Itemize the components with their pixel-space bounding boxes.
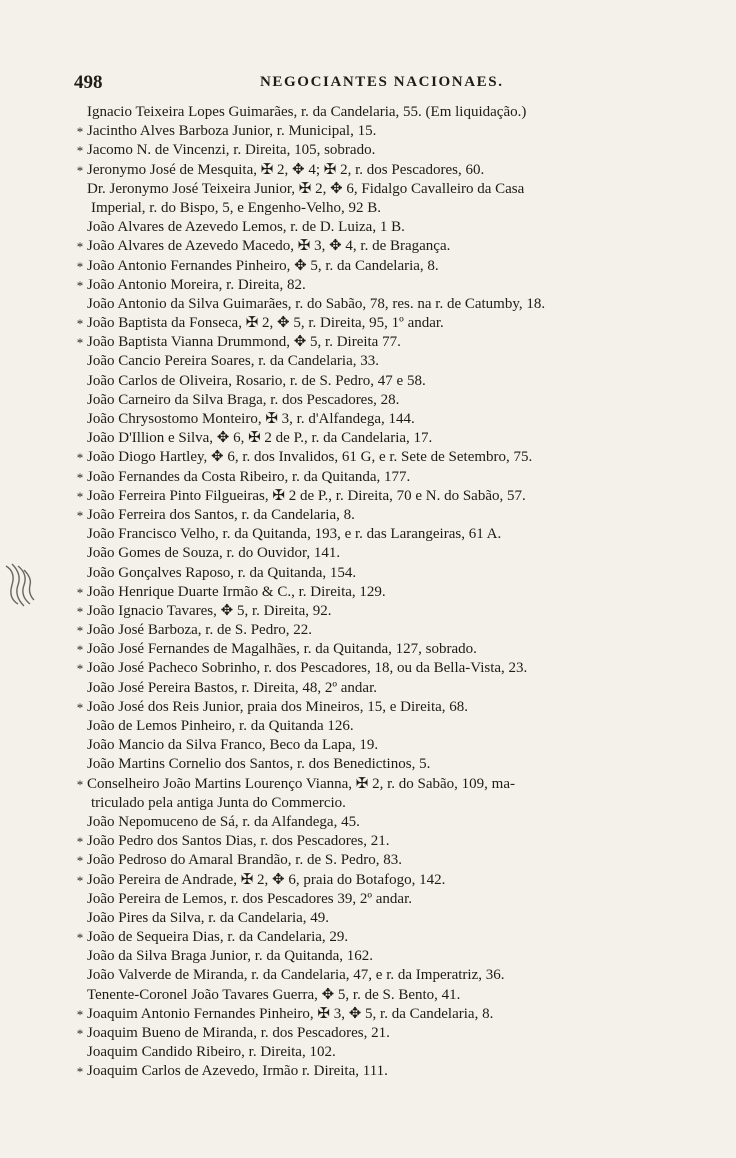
entry-line <box>73 103 725 122</box>
entry-line <box>73 468 725 487</box>
entry-text: João Carneiro da Silva Braga, r. dos Pescadores, 28. <box>87 391 400 408</box>
entry-line <box>73 890 725 909</box>
list-item <box>73 180 725 218</box>
entry-marker: * <box>76 316 84 332</box>
list-item <box>73 122 725 141</box>
entry-text: Dr. Jeronymo José Teixeira Junior, ✠ 2, ✥ 6, Fidalgo Cavalleiro da Casa <box>87 180 525 197</box>
list-item <box>73 679 725 698</box>
entry-text: João Alvares de Azevedo Macedo, ✠ 3, ✥ 4, r. de Bragança. <box>87 238 451 255</box>
entry-line <box>73 775 725 794</box>
list-item <box>73 1005 725 1024</box>
entry-text: João Chrysostomo Monteiro, ✠ 3, r. d'Alfandega, 144. <box>87 411 415 428</box>
entry-text: João Baptista Vianna Drummond, ✥ 5, r. Direita 77. <box>87 334 401 351</box>
list-item <box>73 276 725 295</box>
entry-text: João José Fernandes de Magalhães, r. da Quitanda, 127, sobrado. <box>87 641 477 658</box>
entry-continuation: Imperial, r. do Bispo, 5, e Engenho-Velho, 92 B. <box>91 199 381 216</box>
page-header <box>74 72 714 96</box>
entry-line <box>73 314 725 333</box>
entry-text: João José Pacheco Sobrinho, r. dos Pescadores, 18, ou da Bella-Vista, 23. <box>87 660 528 677</box>
entry-text: João Alvares de Azevedo Lemos, r. de D. Luiza, 1 B. <box>87 219 405 236</box>
entry-text: João de Sequeira Dias, r. da Candelaria, 29. <box>87 929 349 946</box>
entry-line <box>73 928 725 947</box>
entry-line <box>73 544 725 563</box>
entry-text: João de Lemos Pinheiro, r. da Quitanda 126. <box>87 718 354 735</box>
list-item <box>73 333 725 352</box>
entry-line <box>73 1043 725 1062</box>
entry-line <box>73 372 725 391</box>
entry-text: João Pires da Silva, r. da Candelaria, 49. <box>87 909 330 926</box>
entry-line <box>73 161 725 180</box>
entry-line <box>73 333 725 352</box>
entry-line <box>73 986 725 1005</box>
entry-text: João Francisco Velho, r. da Quitanda, 193, e r. das Larangeiras, 61 A. <box>87 526 502 543</box>
entry-text: João Antonio Fernandes Pinheiro, ✥ 5, r. da Candelaria, 8. <box>87 257 439 274</box>
binding-ornament-icon <box>2 560 36 610</box>
list-item <box>73 525 725 544</box>
entry-marker: * <box>76 699 84 715</box>
entry-line <box>73 659 725 678</box>
entry-marker: * <box>76 143 84 159</box>
entry-marker: * <box>76 239 84 255</box>
entry-marker: * <box>76 1064 84 1080</box>
entry-text: João José Pereira Bastos, r. Direita, 48, 2º andar. <box>87 679 378 696</box>
entry-text: João Nepomuceno de Sá, r. da Alfandega, 45. <box>87 813 360 830</box>
entry-marker: * <box>76 661 84 677</box>
entry-marker: * <box>76 642 84 658</box>
entry-text: João Diogo Hartley, ✥ 6, r. dos Invalidos, 61 G, e r. Sete de Setembro, 75. <box>87 449 533 466</box>
entry-line <box>73 1062 725 1081</box>
list-item <box>73 583 725 602</box>
entry-marker: * <box>76 584 84 600</box>
entry-marker: * <box>76 124 84 140</box>
entry-text: Joaquim Candido Ribeiro, r. Direita, 102. <box>87 1044 336 1061</box>
list-item <box>73 928 725 947</box>
list-item <box>73 659 725 678</box>
entry-text: João Fernandes da Costa Ribeiro, r. da Quitanda, 177. <box>87 468 411 485</box>
entry-line <box>73 717 725 736</box>
entry-text: João Cancio Pereira Soares, r. da Candelaria, 33. <box>87 353 379 370</box>
entry-line <box>73 583 725 602</box>
entry-line <box>73 276 725 295</box>
page-number: 498 <box>74 72 103 93</box>
list-item <box>73 640 725 659</box>
list-item <box>73 986 725 1005</box>
list-item <box>73 372 725 391</box>
entry-text: João Pereira de Andrade, ✠ 2, ✥ 6, praia do Botafogo, 142. <box>87 871 446 888</box>
entry-line <box>73 832 725 851</box>
entry-text: Jeronymo José de Mesquita, ✠ 2, ✥ 4; ✠ 2, r. dos Pescadores, 60. <box>87 161 485 178</box>
entry-text: Joaquim Antonio Fernandes Pinheiro, ✠ 3, ✥ 5, r. da Candelaria, 8. <box>87 1005 494 1022</box>
list-item <box>73 851 725 870</box>
entry-line <box>73 429 725 448</box>
entry-marker: * <box>76 853 84 869</box>
entry-text: João Ferreira Pinto Filgueiras, ✠ 2 de P., r. Direita, 70 e N. do Sabão, 57. <box>87 487 526 504</box>
entry-text: Tenente-Coronel João Tavares Guerra, ✥ 5, r. de S. Bento, 41. <box>87 986 461 1003</box>
list-item <box>73 909 725 928</box>
entry-text: João da Silva Braga Junior, r. da Quitanda, 162. <box>87 948 374 965</box>
entry-text: João Gonçalves Raposo, r. da Quitanda, 154. <box>87 564 357 581</box>
list-item <box>73 890 725 909</box>
entry-marker: * <box>76 834 84 850</box>
entry-line <box>73 487 725 506</box>
entry-marker: * <box>76 1026 84 1042</box>
entry-text: João Antonio da Silva Guimarães, r. do Sabão, 78, res. na r. de Catumby, 18. <box>87 295 546 312</box>
list-item <box>73 468 725 487</box>
entry-line <box>73 295 725 314</box>
entry-line <box>73 141 725 160</box>
entry-marker: * <box>76 930 84 946</box>
list-item <box>73 717 725 736</box>
list-item <box>73 506 725 525</box>
list-item <box>73 295 725 314</box>
entry-text: João Ferreira dos Santos, r. da Candelaria, 8. <box>87 506 355 523</box>
list-item <box>73 237 725 256</box>
entry-text: João Antonio Moreira, r. Direita, 82. <box>87 276 306 293</box>
entry-text: Jacomo N. de Vincenzi, r. Direita, 105, sobrado. <box>87 142 376 159</box>
entry-line <box>73 525 725 544</box>
entry-line <box>73 237 725 256</box>
entry-line <box>73 180 725 199</box>
entry-text: Conselheiro João Martins Lourenço Vianna, ✠ 2, r. do Sabão, 109, ma- <box>87 775 515 792</box>
list-item <box>73 544 725 563</box>
list-item <box>73 736 725 755</box>
entry-line <box>73 218 725 237</box>
entry-text: Joaquim Carlos de Azevedo, Irmão r. Direita, 111. <box>87 1063 388 1080</box>
list-item <box>73 257 725 276</box>
list-item <box>73 564 725 583</box>
entry-marker: * <box>76 335 84 351</box>
entry-line <box>73 813 725 832</box>
entry-line <box>73 410 725 429</box>
entry-line <box>73 621 725 640</box>
entry-line <box>73 909 725 928</box>
running-head: NEGOCIANTES NACIONAES. <box>260 74 504 90</box>
entry-line <box>73 122 725 141</box>
entry-line <box>73 966 725 985</box>
list-item <box>73 1024 725 1043</box>
list-item <box>73 832 725 851</box>
entry-text: João Ignacio Tavares, ✥ 5, r. Direita, 92. <box>87 602 332 619</box>
list-item <box>73 621 725 640</box>
entry-line <box>73 257 725 276</box>
list-item <box>73 947 725 966</box>
list-item <box>73 1043 725 1062</box>
entry-text: João José dos Reis Junior, praia dos Mineiros, 15, e Direita, 68. <box>87 698 469 715</box>
entry-line <box>73 679 725 698</box>
list-item <box>73 218 725 237</box>
entry-marker: * <box>76 469 84 485</box>
entry-text: João Pedroso do Amaral Brandão, r. de S. Pedro, 83. <box>87 852 402 869</box>
entry-line <box>73 448 725 467</box>
entry-line <box>73 352 725 371</box>
list-item <box>73 755 725 774</box>
entry-line <box>73 1005 725 1024</box>
entry-marker: * <box>76 1006 84 1022</box>
entry-text: João Baptista da Fonseca, ✠ 2, ✥ 5, r. Direita, 95, 1º andar. <box>87 315 444 332</box>
entry-continuation: triculado pela antiga Junta do Commercio. <box>91 794 346 811</box>
list-item <box>73 871 725 890</box>
entry-line <box>73 506 725 525</box>
list-item <box>73 103 725 122</box>
list-item <box>73 602 725 621</box>
entry-text: João Pedro dos Santos Dias, r. dos Pescadores, 21. <box>87 833 390 850</box>
list-item <box>73 487 725 506</box>
entry-marker: * <box>76 603 84 619</box>
list-item <box>73 775 725 813</box>
list-item <box>73 391 725 410</box>
entry-text: João Carlos de Oliveira, Rosario, r. de S. Pedro, 47 e 58. <box>87 372 426 389</box>
entry-line <box>73 736 725 755</box>
entry-line <box>73 391 725 410</box>
entry-marker: * <box>76 277 84 293</box>
entry-line <box>73 564 725 583</box>
entry-text: João Henrique Duarte Irmão & C., r. Direita, 129. <box>87 583 386 600</box>
entry-line <box>73 698 725 717</box>
entry-text: João Martins Cornelio dos Santos, r. dos Benedictinos, 5. <box>87 756 431 773</box>
list-item <box>73 352 725 371</box>
entry-line <box>73 640 725 659</box>
entry-text: João José Barboza, r. de S. Pedro, 22. <box>87 622 312 639</box>
entry-text: João Pereira de Lemos, r. dos Pescadores 39, 2º andar. <box>87 890 412 907</box>
entry-line <box>73 851 725 870</box>
list-item <box>73 448 725 467</box>
entry-line <box>73 871 725 890</box>
entry-marker: * <box>76 162 84 178</box>
entry-marker: * <box>76 258 84 274</box>
list-item <box>73 1062 725 1081</box>
list-item <box>73 698 725 717</box>
list-item <box>73 429 725 448</box>
list-item <box>73 314 725 333</box>
entry-line <box>73 602 725 621</box>
entry-line <box>73 755 725 774</box>
entry-marker: * <box>76 623 84 639</box>
list-item <box>73 813 725 832</box>
entry-marker: * <box>76 872 84 888</box>
entry-text: João D'Illion e Silva, ✥ 6, ✠ 2 de P., r. da Candelaria, 17. <box>87 430 433 447</box>
list-item <box>73 141 725 160</box>
entry-marker: * <box>76 776 84 792</box>
entry-text: João Mancio da Silva Franco, Beco da Lapa, 19. <box>87 737 379 754</box>
entry-marker: * <box>76 488 84 504</box>
entry-line <box>73 947 725 966</box>
entry-marker: * <box>76 450 84 466</box>
entry-text: João Gomes de Souza, r. do Ouvidor, 141. <box>87 545 341 562</box>
list-item <box>73 966 725 985</box>
list-item <box>73 161 725 180</box>
entry-text: Jacintho Alves Barboza Junior, r. Municipal, 15. <box>87 123 377 140</box>
entry-text: Joaquim Bueno de Miranda, r. dos Pescadores, 21. <box>87 1025 390 1042</box>
entry-text: Ignacio Teixeira Lopes Guimarães, r. da Candelaria, 55. (Em liquidação.) <box>87 104 527 120</box>
merchant-list <box>73 103 725 1082</box>
entry-text: João Valverde de Miranda, r. da Candelaria, 47, e r. da Imperatriz, 36. <box>87 967 505 984</box>
entry-line <box>73 1024 725 1043</box>
list-item <box>73 410 725 429</box>
entry-marker: * <box>76 507 84 523</box>
